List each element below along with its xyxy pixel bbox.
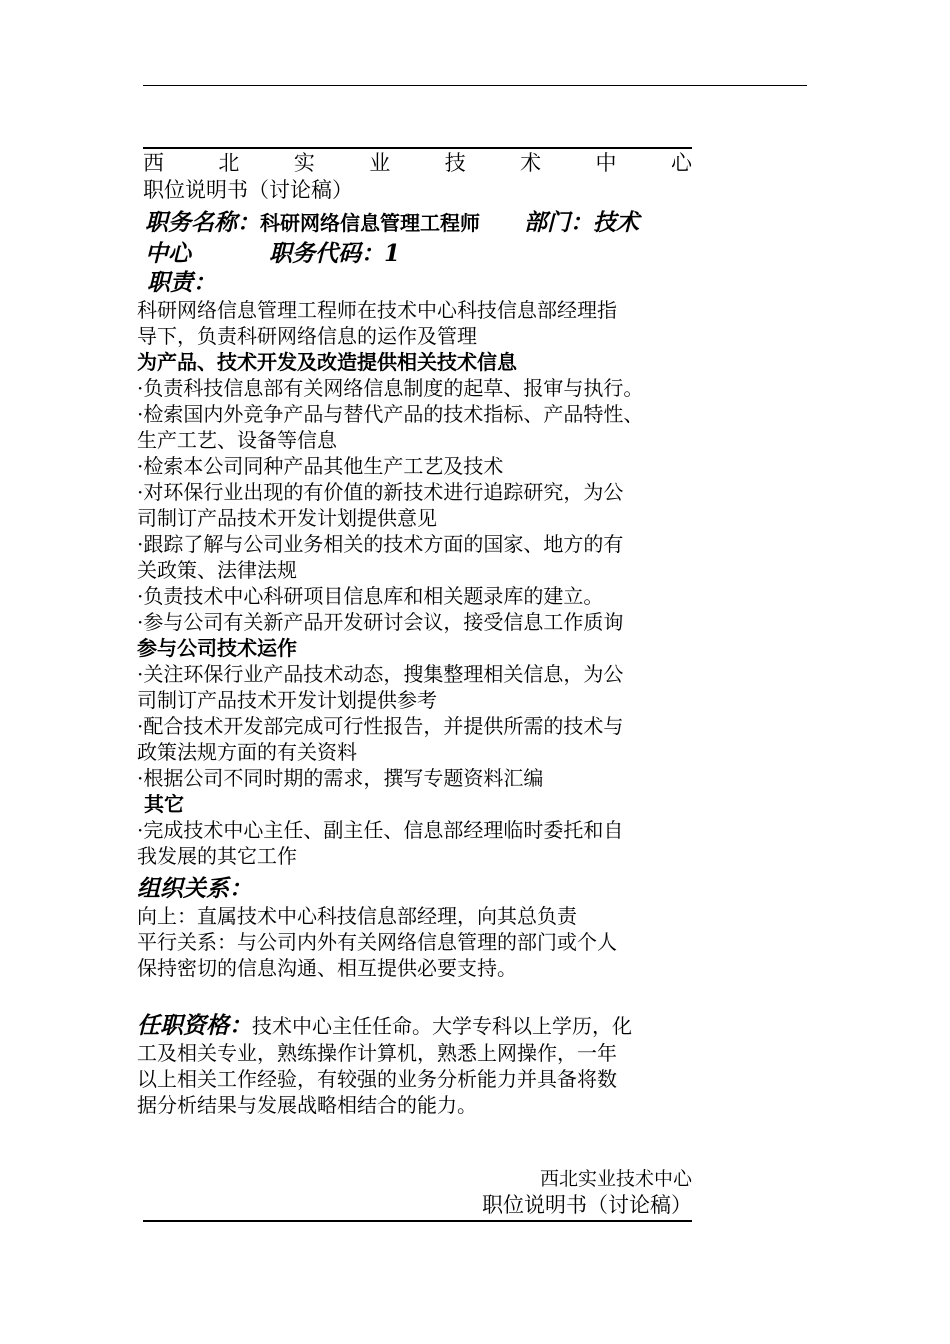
duty-item: ·参与公司有关新产品开发研讨会议，接受信息工作质询 <box>137 610 624 634</box>
duty-item: ·关注环保行业产品技术动态，搜集整理相关信息，为公 <box>137 662 624 686</box>
qualification-line: 工及相关专业，熟练操作计算机，熟悉上网操作，一年 <box>137 1041 617 1065</box>
duty-item: ·跟踪了解与公司业务相关的技术方面的国家、地方的有 <box>137 532 624 556</box>
org-char: 术 <box>520 151 542 175</box>
duty-item: 司制订产品技术开发计划提供意见 <box>137 506 437 530</box>
org-section <box>137 875 707 981</box>
duty-item: ·根据公司不同时期的需求，撰写专题资料汇编 <box>137 766 544 790</box>
duty-item: ·对环保行业出现的有价值的新技术进行追踪研究，为公 <box>137 480 624 504</box>
duty-item: ·完成技术中心主任、副主任、信息部经理临时委托和自 <box>137 818 624 842</box>
top-rule <box>143 85 807 86</box>
duty-item: 司制订产品技术开发计划提供参考 <box>137 688 437 712</box>
duty-item: 关政策、法律法规 <box>137 558 297 582</box>
footer-subtitle: 职位说明书（讨论稿） <box>482 1193 692 1217</box>
qualification-line: 据分析结果与发展战略相结合的能力。 <box>137 1093 477 1117</box>
org-char: 技 <box>444 151 466 175</box>
org-char: 实 <box>293 151 315 175</box>
duties-section <box>137 269 707 869</box>
duties-intro-line: 科研网络信息管理工程师在技术中心科技信息部经理指 <box>137 298 617 322</box>
org-heading: 组织关系： <box>137 875 252 902</box>
job-name-label: 职务名称： <box>145 209 260 236</box>
department-value: 中心 <box>145 240 191 267</box>
duty-item: ·检索本公司同种产品其他生产工艺及技术 <box>137 454 504 478</box>
org-char: 业 <box>369 151 391 175</box>
duty-item: 我发展的其它工作 <box>137 844 297 868</box>
org-char: 中 <box>595 151 617 175</box>
document-subtitle: 职位说明书（讨论稿） <box>143 178 353 202</box>
section-title: 其它 <box>137 792 184 816</box>
job-info <box>145 209 715 268</box>
duty-item: ·负责科技信息部有关网络信息制度的起草、报审与执行。 <box>137 376 644 400</box>
org-char: 西 <box>143 151 164 175</box>
duties-heading: 职责： <box>147 269 216 296</box>
duties-intro-line: 导下，负责科研网络信息的运作及管理 <box>137 324 477 348</box>
org-line: 向上：直属技术中心科技信息部经理，向其总负责 <box>137 904 577 928</box>
duty-item: 政策法规方面的有关资料 <box>137 740 357 764</box>
footer-rule <box>143 1220 692 1222</box>
org-line: 平行关系：与公司内外有关网络信息管理的部门或个人 <box>137 930 617 954</box>
org-line: 保持密切的信息沟通、相互提供必要支持。 <box>137 956 517 980</box>
duty-item: 生产工艺、设备等信息 <box>137 428 337 452</box>
duty-item: ·检索国内外竞争产品与替代产品的技术指标、产品特性、 <box>137 402 644 426</box>
footer-org-name: 西北实业技术中心 <box>539 1168 692 1190</box>
qualification-section <box>137 1012 707 1118</box>
department-label: 部门：技术 <box>524 209 639 236</box>
section-title: 参与公司技术运作 <box>137 636 297 660</box>
qualification-line: 技术中心主任任命。大学专科以上学历，化 <box>252 1014 632 1038</box>
job-code-label: 职务代码： <box>269 240 384 267</box>
org-char: 北 <box>218 151 240 175</box>
org-name-spaced <box>143 149 692 177</box>
duty-item: ·配合技术开发部完成可行性报告，并提供所需的技术与 <box>137 714 624 738</box>
qualification-heading: 任职资格： <box>137 1012 252 1039</box>
org-char: 心 <box>670 151 692 175</box>
qualification-line: 以上相关工作经验，有较强的业务分析能力并具备将数 <box>137 1067 617 1091</box>
duty-item: ·负责技术中心科研项目信息库和相关题录库的建立。 <box>137 584 604 608</box>
job-code-value: 1 <box>384 240 401 267</box>
job-name-value: 科研网络信息管理工程师 <box>260 211 480 235</box>
section-title: 为产品、技术开发及改造提供相关技术信息 <box>137 350 517 374</box>
